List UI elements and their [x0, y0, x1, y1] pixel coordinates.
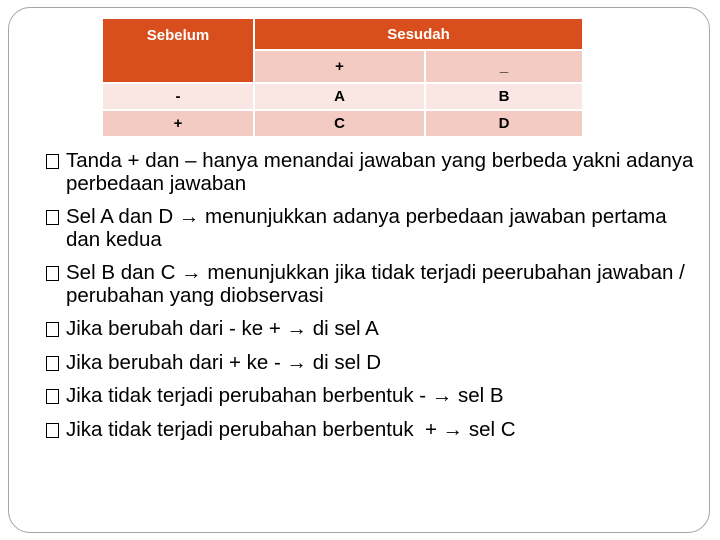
cell-c: C	[254, 110, 425, 137]
list-item	[46, 150, 696, 195]
header-after: Sesudah	[254, 19, 583, 50]
contingency-table	[103, 19, 584, 138]
bullet-text-after: di sel A	[312, 317, 379, 340]
bullet-text-after: di sel D	[312, 350, 382, 374]
right-arrow-icon: →	[181, 261, 202, 284]
header-after-plus: +	[254, 50, 425, 83]
table-header-row	[103, 19, 583, 50]
bullet-text-after: menunjukkan jika tidak terjadi peerubahan jawaban / perubahan yang diobservasi	[66, 261, 685, 307]
row-before-label: -	[103, 83, 254, 110]
table-row	[103, 83, 583, 110]
cell-a: A	[254, 83, 425, 110]
list-item	[46, 385, 696, 408]
square-box-icon	[46, 389, 59, 404]
cell-d: D	[425, 110, 583, 137]
bullet-text-before: Sel A dan D	[66, 205, 174, 228]
right-arrow-icon: →	[178, 205, 200, 228]
bullet-text-before: Jika tidak terjadi perubahan berbentuk -	[66, 384, 427, 407]
bullet-text-after: menunjukkan adanya perbedaan jawaban pertama dan kedua	[66, 205, 667, 251]
header-after-minus: _	[425, 50, 583, 83]
list-item	[46, 206, 696, 251]
square-box-icon	[46, 154, 59, 169]
list-item	[46, 419, 696, 442]
table-row	[103, 110, 583, 137]
bullet-text-before: Sel B dan C	[66, 261, 176, 284]
bullet-text-after: sel C	[468, 417, 516, 441]
square-box-icon	[46, 356, 59, 371]
list-item	[46, 318, 696, 341]
square-box-icon	[46, 210, 59, 225]
right-arrow-icon: →	[286, 317, 308, 340]
bullet-text-after: sel B	[458, 384, 504, 407]
bullet-text-before: Jika berubah dari + ke -	[66, 350, 281, 374]
list-item	[46, 262, 696, 307]
square-box-icon	[46, 423, 59, 438]
bullet-text-before: Jika berubah dari - ke +	[66, 317, 281, 340]
right-arrow-icon: →	[442, 417, 464, 441]
bullet-text-before: Jika tidak terjadi perubahan berbentuk +	[66, 417, 437, 441]
list-item	[46, 352, 696, 375]
right-arrow-icon: →	[431, 384, 453, 407]
right-arrow-icon: →	[286, 350, 308, 374]
bullet-list	[46, 150, 696, 452]
bullet-text: Tanda + dan – hanya menandai jawaban yang berbeda yakni adanya perbedaan jawaban	[66, 149, 694, 195]
square-box-icon	[46, 322, 59, 337]
cell-b: B	[425, 83, 583, 110]
header-before: Sebelum	[103, 19, 254, 83]
row-before-label: +	[103, 110, 254, 137]
square-box-icon	[46, 266, 59, 281]
